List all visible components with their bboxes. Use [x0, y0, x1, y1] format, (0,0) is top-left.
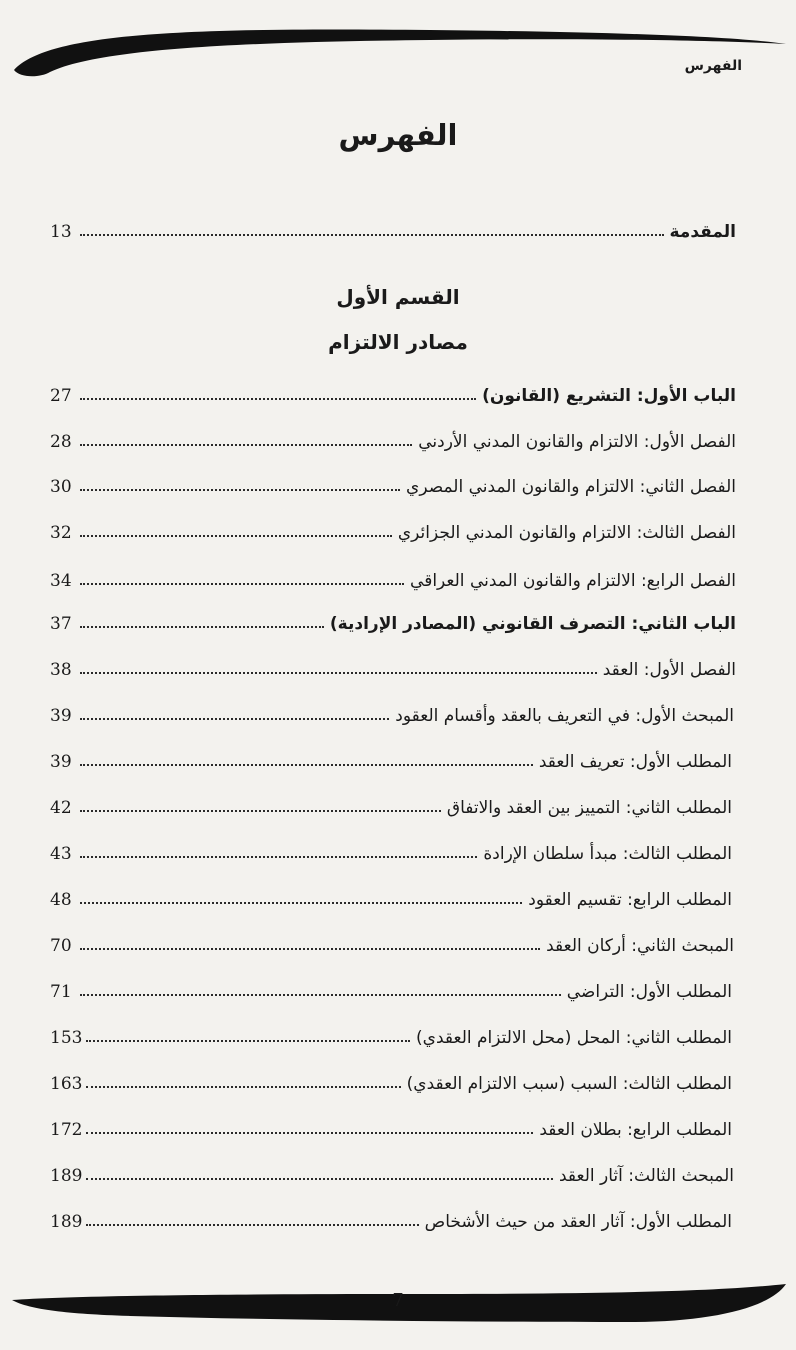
toc-entry-title: الفصل الثالث: الالتزام والقانون المدني الجزائري — [397, 523, 736, 543]
toc-entry-title: المطلب الثالث: السبب (سبب الالتزام العقدي) — [406, 1074, 732, 1094]
leader-dots — [80, 583, 404, 585]
leader-dots — [80, 994, 561, 996]
toc-entry — [50, 740, 732, 772]
toc-entry-title: الباب الثاني: التصرف القانوني (المصادر الإرادية) — [329, 614, 736, 634]
toc-entry-page: 13 — [50, 222, 72, 242]
leader-dots — [80, 234, 664, 236]
toc-entry-page: 39 — [50, 752, 72, 772]
toc-entry-title: المطلب الثاني: المحل (محل الالتزام العقدي) — [416, 1028, 732, 1048]
toc-entry-page: 48 — [50, 890, 72, 910]
toc-entry — [50, 602, 736, 634]
toc-entry — [50, 1200, 732, 1232]
toc-entry-title: الفصل الأول: العقد — [602, 660, 736, 680]
toc-entry-title: المبحث الأول: في التعريف بالعقد وأقسام العقود — [395, 706, 734, 726]
toc-entry-page: 153 — [50, 1028, 83, 1048]
leader-dots — [80, 856, 477, 858]
toc-entry-page: 34 — [50, 571, 72, 591]
toc-entry — [50, 420, 736, 452]
leader-dots — [86, 1132, 533, 1134]
toc-entry-introduction — [50, 210, 736, 242]
toc-entry — [50, 511, 736, 543]
leader-dots — [80, 626, 324, 628]
leader-dots — [80, 489, 400, 491]
toc-entry-page: 172 — [50, 1120, 83, 1140]
toc-entry — [50, 832, 732, 864]
toc-entry — [50, 648, 736, 680]
leader-dots — [80, 535, 392, 537]
toc-entry — [50, 694, 734, 726]
leader-dots — [80, 764, 533, 766]
toc-entry-title: المطلب الرابع: تقسيم العقود — [528, 890, 732, 910]
toc-entry — [50, 1108, 732, 1140]
toc-entry-title: المطلب الأول: تعريف العقد — [538, 752, 732, 772]
toc-entry-page: 163 — [50, 1074, 83, 1094]
leader-dots — [86, 1040, 410, 1042]
leader-dots — [80, 718, 389, 720]
toc-entry — [50, 786, 732, 818]
toc-entry-page: 38 — [50, 660, 72, 680]
page-number: 7 — [392, 1290, 404, 1311]
toc-entry-title: المطلب الثالث: مبدأ سلطان الإرادة — [483, 844, 732, 864]
toc-entry-page: 37 — [50, 614, 72, 634]
toc-entry-page: 30 — [50, 477, 72, 497]
toc-entry — [50, 924, 734, 956]
toc-entry — [50, 1062, 732, 1094]
toc-entry-title: الفصل الثاني: الالتزام والقانون المدني المصري — [406, 477, 736, 497]
part-heading: القسم الأول — [336, 285, 460, 309]
toc-entry — [50, 1154, 734, 1186]
toc-entry-page: 70 — [50, 936, 72, 956]
leader-dots — [80, 948, 540, 950]
leader-dots — [80, 398, 476, 400]
toc-entry-title: المطلب الأول: آثار العقد من حيث الأشخاص — [424, 1212, 732, 1232]
leader-dots — [80, 444, 412, 446]
toc-entry-title: المبحث الثاني: أركان العقد — [546, 936, 734, 956]
leader-dots — [86, 1178, 553, 1180]
toc-entry-page: 71 — [50, 982, 72, 1002]
toc-entry-title: المطلب الرابع: بطلان العقد — [539, 1120, 732, 1140]
toc-entry-title: الباب الأول: التشريع (القانون) — [482, 386, 736, 406]
toc-entry — [50, 970, 732, 1002]
leader-dots — [80, 810, 441, 812]
toc-entry — [50, 374, 736, 406]
toc-entry — [50, 1016, 732, 1048]
page-title: الفهرس — [338, 118, 458, 152]
toc-entry-page: 28 — [50, 432, 72, 452]
toc-entry — [50, 878, 732, 910]
toc-entry-page: 27 — [50, 386, 72, 406]
toc-entry-title: الفصل الأول: الالتزام والقانون المدني الأردني — [418, 432, 736, 452]
toc-entry-page: 39 — [50, 706, 72, 726]
leader-dots — [86, 1224, 418, 1226]
toc-entry-page: 32 — [50, 523, 72, 543]
toc-entry-title: المبحث الثالث: آثار العقد — [558, 1166, 734, 1186]
leader-dots — [80, 672, 597, 674]
toc-entry — [50, 559, 736, 591]
leader-dots — [80, 902, 522, 904]
leader-dots — [86, 1086, 400, 1088]
part-subtitle: مصادر الالتزام — [328, 330, 468, 354]
toc-entry-page: 189 — [50, 1166, 83, 1186]
toc-entry-page: 42 — [50, 798, 72, 818]
toc-entry-page: 189 — [50, 1212, 83, 1232]
toc-entry-title: المطلب الثاني: التمييز بين العقد والاتفاق — [446, 798, 732, 818]
toc-entry — [50, 465, 736, 497]
toc-entry-title: المطلب الأول: التراضي — [566, 982, 732, 1002]
toc-entry-title: المقدمة — [669, 222, 736, 242]
toc-entry-title: الفصل الرابع: الالتزام والقانون المدني العراقي — [410, 571, 736, 591]
running-header-title: الفهرس — [684, 58, 742, 74]
toc-entry-page: 43 — [50, 844, 72, 864]
